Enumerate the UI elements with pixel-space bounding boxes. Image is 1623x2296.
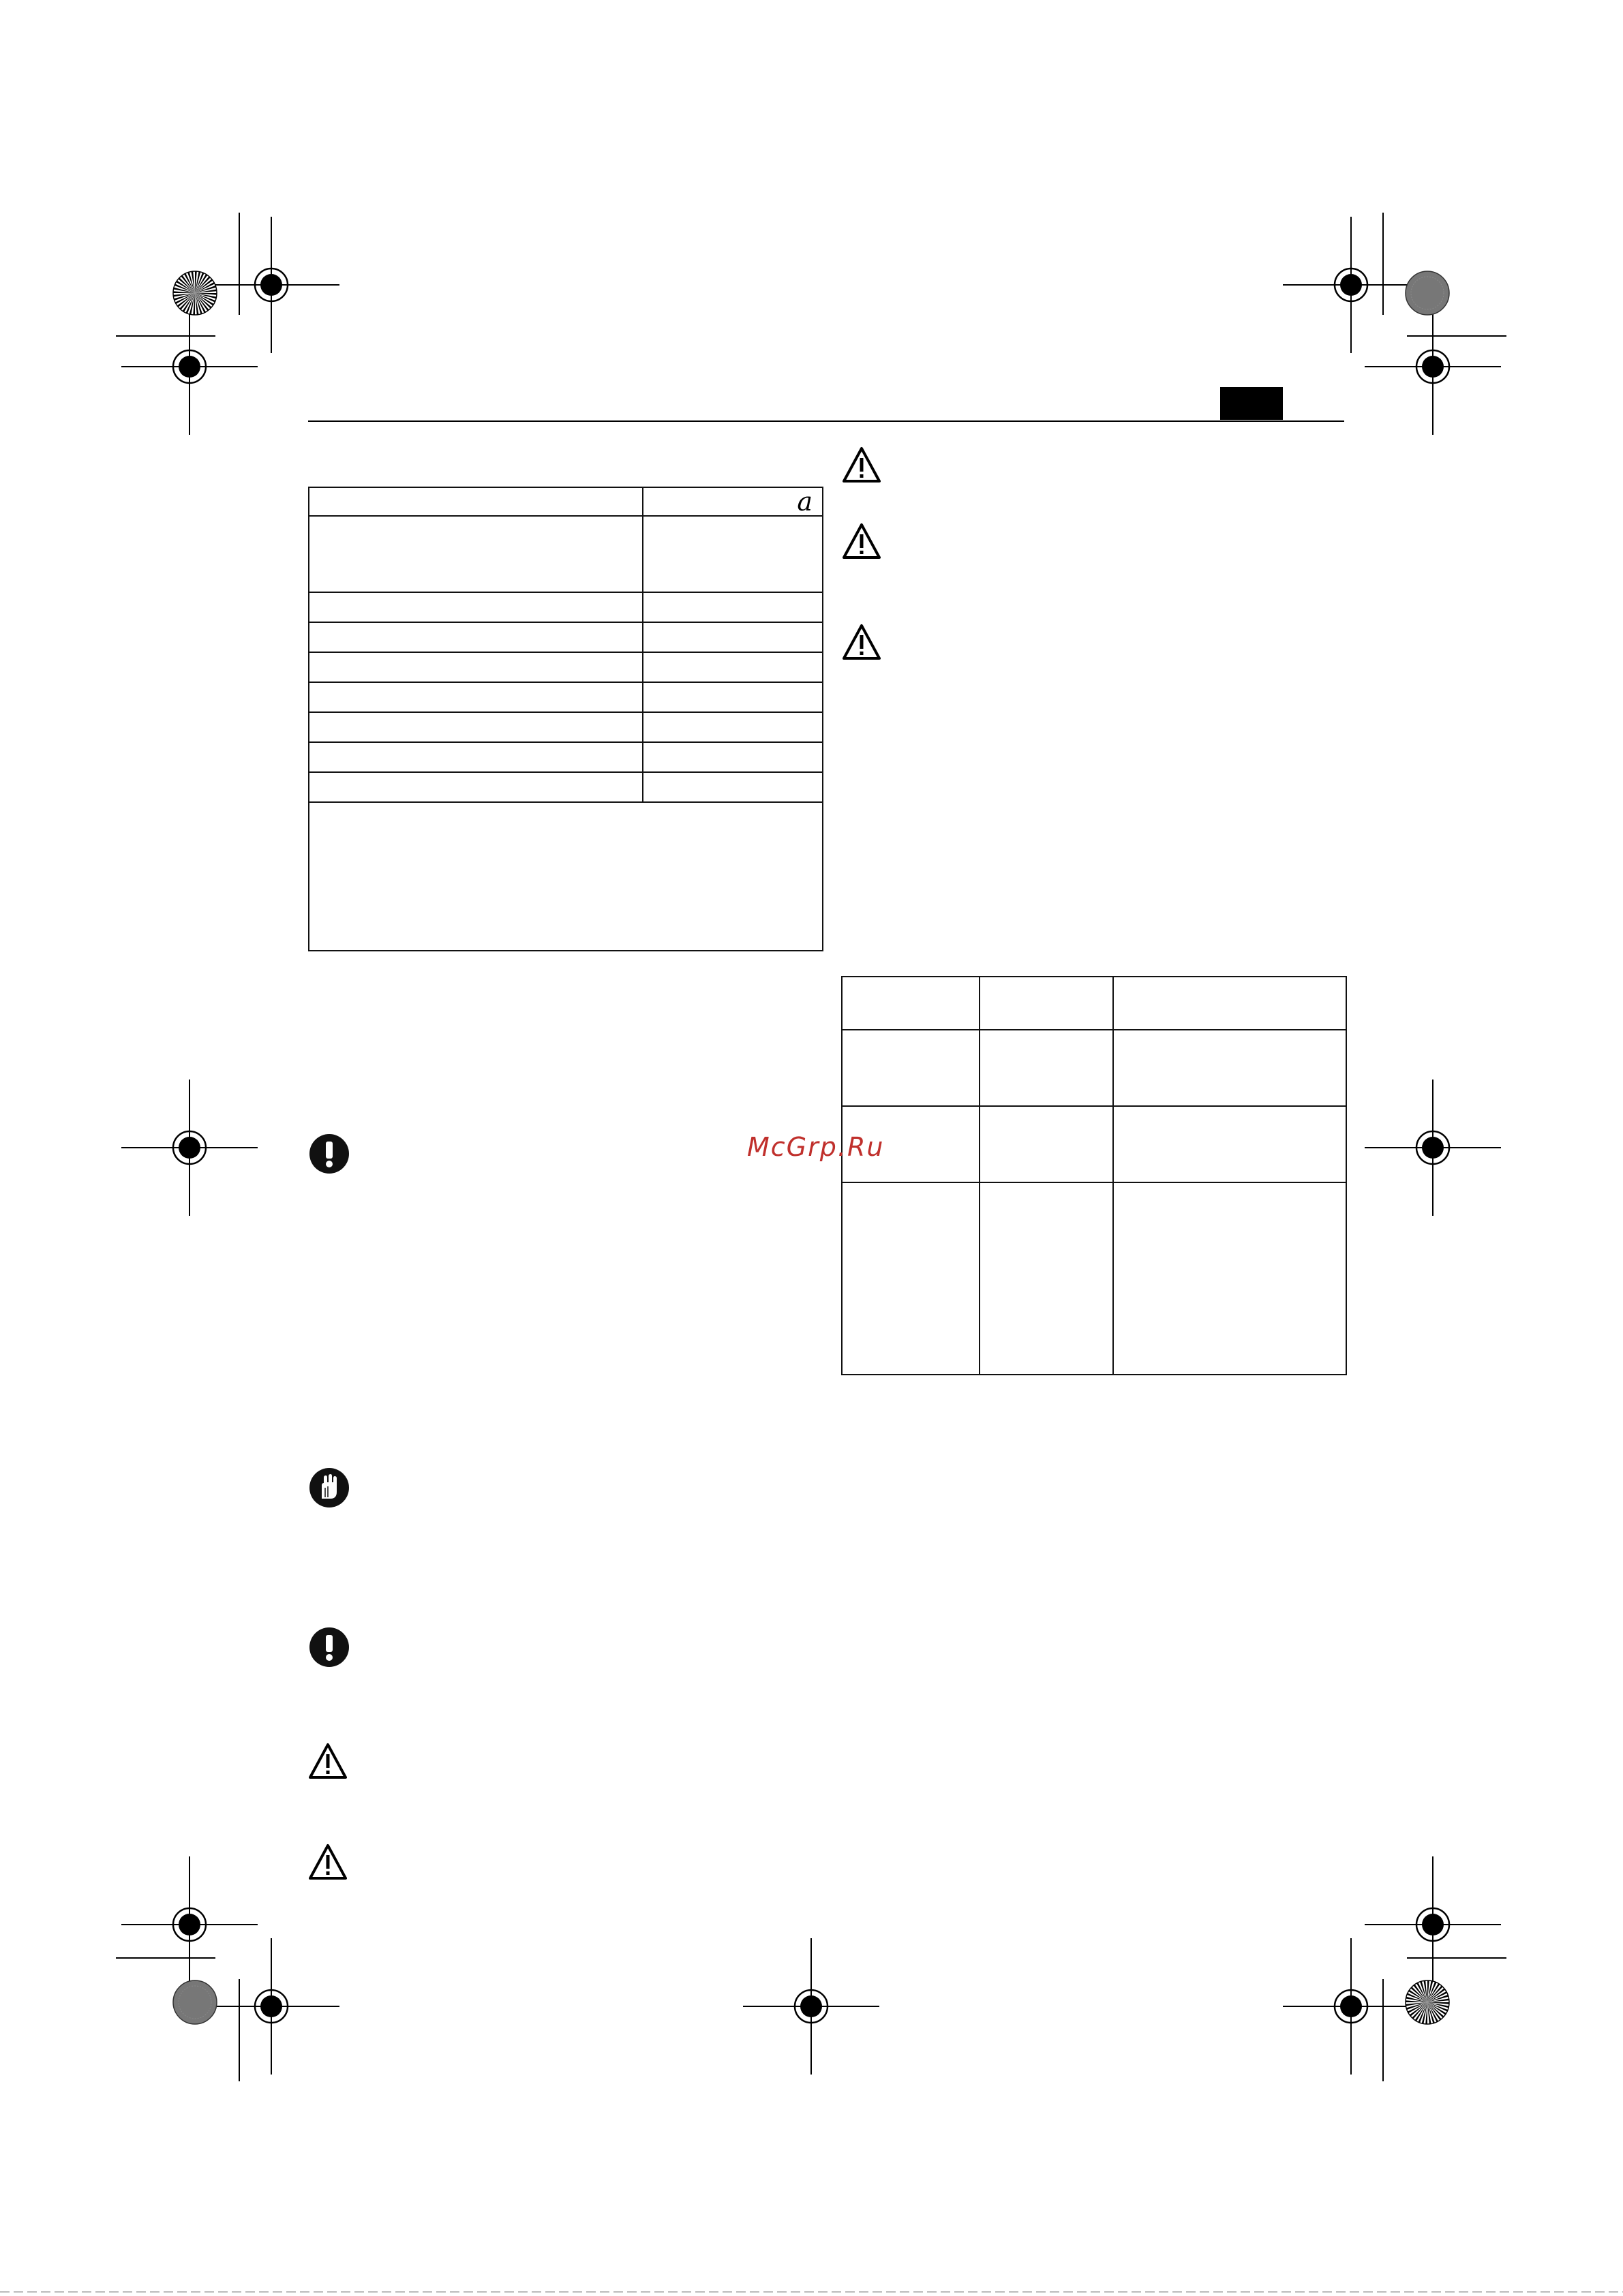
table-header-symbol: a — [643, 487, 823, 516]
table-cell — [309, 622, 643, 652]
warning-triangle-icon — [309, 1742, 347, 1780]
table-row — [309, 622, 823, 652]
table-cell — [980, 1030, 1113, 1106]
table-row — [309, 712, 823, 742]
troubleshooting-table — [841, 976, 1347, 1375]
header-rule — [308, 420, 1344, 422]
table-row — [842, 977, 1346, 1030]
sunburst-target-icon — [1404, 1979, 1451, 2025]
table-cell — [980, 977, 1113, 1030]
table-cell — [643, 516, 823, 592]
registration-mark-icon — [121, 299, 258, 435]
table-cell — [842, 1030, 980, 1106]
grey-registration-dot-icon — [1404, 270, 1451, 316]
table-row — [309, 682, 823, 712]
grey-registration-dot-icon — [172, 1979, 218, 2025]
table-row — [842, 1182, 1346, 1375]
technical-data-table — [308, 487, 823, 951]
table-cell — [643, 712, 823, 742]
table-cell — [309, 487, 643, 516]
crop-line — [239, 213, 240, 315]
registration-mark-icon — [743, 1938, 879, 2075]
crop-line — [239, 1979, 240, 2081]
gloves-icon — [309, 1467, 350, 1508]
table-cell — [309, 682, 643, 712]
registration-mark-icon — [1365, 299, 1501, 435]
bottom-trim-strip — [0, 2291, 1623, 2293]
table-cell — [842, 977, 980, 1030]
table-cell — [1113, 977, 1346, 1030]
table-row — [309, 772, 823, 802]
crop-line — [1382, 213, 1384, 315]
exclamation-circle-icon — [309, 1133, 350, 1174]
table-cell — [309, 592, 643, 622]
table-cell — [842, 1182, 980, 1375]
registration-mark-icon — [1283, 1938, 1419, 2075]
table-cell — [980, 1106, 1113, 1182]
warning-triangle-icon — [843, 522, 881, 560]
warning-triangle-icon — [843, 623, 881, 661]
registration-mark-icon — [121, 1080, 258, 1216]
table-cell — [1113, 1106, 1346, 1182]
table-cell — [643, 682, 823, 712]
crop-line — [1382, 1979, 1384, 2081]
exclamation-circle-icon — [309, 1627, 350, 1668]
table-cell — [309, 772, 643, 802]
sunburst-target-icon — [172, 270, 218, 316]
table-cell — [309, 652, 643, 682]
crop-line — [1407, 335, 1506, 337]
table-row — [309, 742, 823, 772]
table-row — [842, 1106, 1346, 1182]
table-cell — [643, 772, 823, 802]
warning-triangle-icon — [843, 446, 881, 484]
table-row — [309, 516, 823, 592]
watermark-text: McGrp.Ru — [747, 1132, 885, 1162]
table-row — [309, 652, 823, 682]
warning-triangle-icon — [309, 1843, 347, 1881]
table-row — [309, 592, 823, 622]
table-cell — [643, 652, 823, 682]
registration-mark-icon — [203, 1938, 339, 2075]
table-row — [309, 487, 823, 516]
table-cell — [309, 802, 823, 951]
table-footnote-row — [309, 802, 823, 951]
header-language-tab — [1220, 387, 1283, 420]
registration-mark-icon — [1365, 1080, 1501, 1216]
table-cell — [643, 592, 823, 622]
table-row — [842, 1030, 1346, 1106]
table-cell — [643, 622, 823, 652]
table-cell — [643, 742, 823, 772]
crop-line — [1407, 1957, 1506, 1959]
table-cell — [309, 516, 643, 592]
table-cell — [309, 742, 643, 772]
table-cell — [1113, 1182, 1346, 1375]
crop-line — [116, 1957, 215, 1959]
table-cell — [980, 1182, 1113, 1375]
crop-line — [116, 335, 215, 337]
table-cell — [1113, 1030, 1346, 1106]
table-cell — [309, 712, 643, 742]
